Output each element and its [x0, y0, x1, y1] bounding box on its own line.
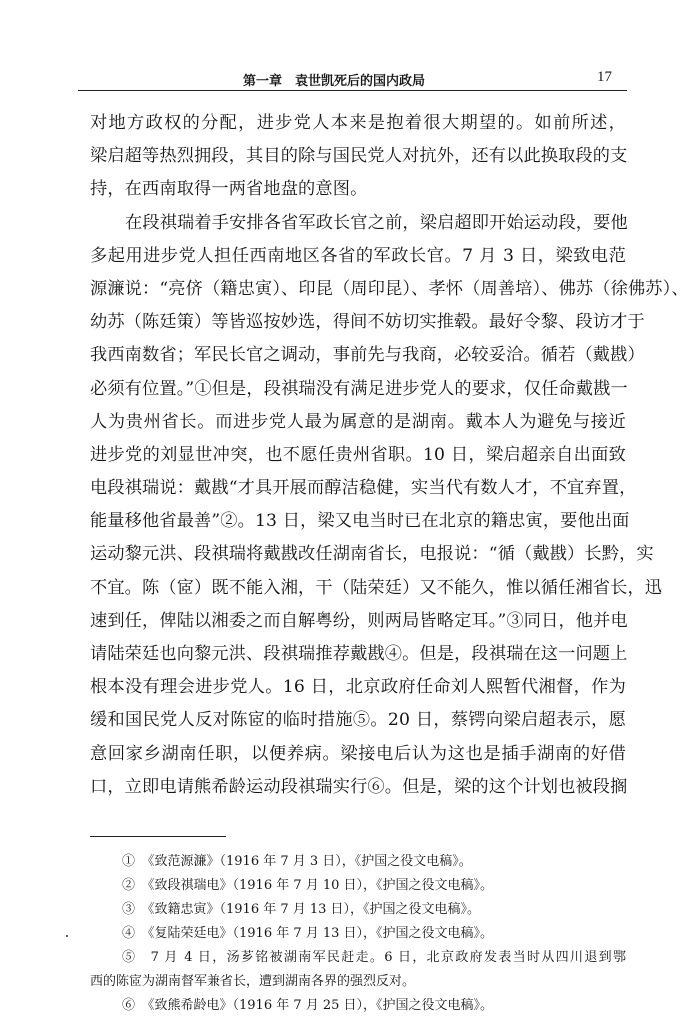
text-line: 持，在西南取得一两省地盘的意图。 — [90, 179, 368, 200]
text-line: 梁启超等热烈拥段，其目的除与国民党人对抗外，还有以此换取段的支 — [90, 146, 628, 167]
text-line: 意回家乡湖南任职，以便养病。梁接电后认为这也是插手湖南的好借 — [90, 743, 626, 764]
footnote-separator — [90, 836, 226, 837]
text-line: 不宜。陈（宧）既不能入湘，干（陆荣廷）又不能久，惟以循任湘省长，迅 — [90, 577, 663, 598]
body-text — [90, 107, 689, 804]
header-rule — [78, 90, 627, 91]
text-line: 幼苏（陈廷策）等皆巡按妙选，得间不妨切实推毂。最好令黎、段访才于 — [90, 312, 645, 333]
text-line: 在段祺瑞着手安排各省军政长官之前，梁启超即开始运动段，要他 — [125, 212, 628, 233]
footnote-5: ⑤ 7 月 4 日，汤芗铭被湖南军民赶走。6 日，北京政府发表当时从四川退到鄂 — [122, 950, 626, 965]
text-line: 请陆荣廷也向黎元洪、段祺瑞推荐戴戡④。但是，段祺瑞在这一问题上 — [90, 644, 628, 664]
footnote-3: ③ 《致籍忠寅》（1916 年 7 月 13 日），《护国之役文电稿》。 — [122, 902, 481, 917]
page-number: 17 — [597, 69, 612, 85]
chapter-title: 第一章 袁世凯死后的国内政局 — [243, 74, 426, 89]
footnote-4: ④ 《复陆荣廷电》（1916 年 7 月 13 日），《护国之役文电稿》。 — [122, 926, 494, 941]
running-header — [0, 66, 652, 90]
text-line: 运动黎元洪、段祺瑞将戴戡改任湖南省长，电报说：“循（戴戡）长黔，实 — [90, 544, 654, 565]
footnote-5-continued: 西的陈宧为湖南督军兼省长，遭到湖南各界的强烈反对。 — [90, 974, 416, 989]
text-line: 源濂说：“亮侪（籍忠寅）、印昆（周印昆）、孝怀（周善培）、佛苏（徐佛苏）、 — [90, 278, 689, 299]
text-line: 对地方政权的分配，进步党人本来是抱着很大期望的。如前所述， — [90, 113, 626, 133]
footnote-2: ② 《致段祺瑞电》（1916 年 7 月 10 日），《护国之役文电稿》。 — [122, 878, 494, 893]
footnote-1: ① 《致范源濂》（1916 年 7 月 3 日），《护国之役文电稿》。 — [122, 854, 472, 869]
text-line: 人为贵州省长。而进步党人最为属意的是湖南。戴本人为避免与接近 — [90, 411, 626, 432]
text-line: 多起用进步党人担任西南地区各省的军政长官。7 月 3 日，梁致电范 — [90, 245, 626, 266]
text-line: 电段祺瑞说：戴戡“才具开展而醇洁稳健，实当代有数人才，不宜弃置， — [90, 478, 637, 499]
text-line: 必须有位置。”①但是，段祺瑞没有满足进步党人的要求，仅任命戴戡一 — [90, 378, 628, 399]
footnote-6: ⑥ 《致熊希龄电》（1916 年 7 月 25 日），《护国之役文电稿》。 — [122, 998, 494, 1013]
text-line: 速到任，俾陆以湘委之而自解粤纷，则两局皆略定耳。”③同日，他并电 — [90, 610, 628, 631]
text-line: 根本没有理会进步党人。16 日，北京政府任命刘人熙暂代湘督，作为 — [90, 677, 626, 698]
print-speck — [66, 935, 68, 937]
text-line: 缓和国民党人反对陈宧的临时措施⑤。20 日，蔡锷向梁启超表示，愿 — [90, 710, 626, 731]
text-line: 我西南数省；军民长官之调动，事前先与我商，必较妥洽。循若（戴戡） — [90, 345, 645, 366]
text-line: 口，立即电请熊希龄运动段祺瑞实行⑥。但是，梁的这个计划也被段搁 — [90, 776, 628, 797]
footnotes — [90, 850, 626, 1018]
text-line: 能量移他省最善”②。13 日，梁又电当时已在北京的籍忠寅，要他出面 — [90, 511, 630, 532]
text-line: 进步党的刘显世冲突，也不愿任贵州省职。10 日，梁启超亲自出面致 — [90, 444, 626, 465]
